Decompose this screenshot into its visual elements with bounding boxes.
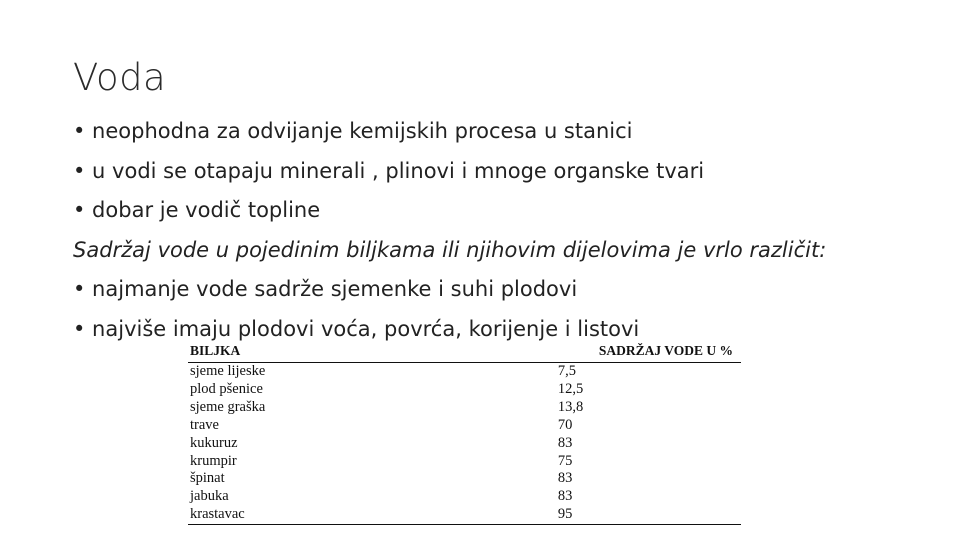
column-header-plant: BILJKA bbox=[188, 343, 310, 363]
water-percent-cell: 70 bbox=[557, 416, 573, 433]
water-percent-cell: 83 bbox=[557, 434, 573, 451]
plant-name-cell: jabuka bbox=[190, 488, 229, 505]
table-row bbox=[188, 453, 741, 471]
bullet-line: • najmanje vode sadrže sjemenke i suhi plodovi bbox=[73, 277, 578, 301]
water-percent-cell: 95 bbox=[310, 506, 741, 524]
plant-name-cell: krastavac bbox=[188, 506, 310, 524]
water-percent-cell: 13,8 bbox=[557, 398, 584, 415]
table-row bbox=[188, 506, 741, 524]
table-row bbox=[188, 417, 741, 435]
bullet-line: • neophodna za odvijanje kemijskih procesa u stanici bbox=[73, 119, 633, 143]
plant-name-cell: sjeme graška bbox=[190, 398, 266, 415]
plant-name-cell: krumpir bbox=[190, 452, 237, 469]
slide-title: Voda bbox=[73, 56, 167, 99]
table-header-row bbox=[188, 343, 741, 363]
plant-name-cell: kukuruz bbox=[190, 434, 238, 451]
table-row bbox=[188, 470, 741, 488]
plant-name-cell: plod pšenice bbox=[190, 380, 263, 397]
water-percent-cell: 75 bbox=[557, 452, 573, 469]
plant-name-cell: špinat bbox=[190, 470, 225, 487]
table-row bbox=[188, 381, 741, 399]
water-content-table bbox=[188, 343, 741, 525]
water-percent-cell: 83 bbox=[557, 470, 573, 487]
table-row bbox=[188, 488, 741, 506]
table-row bbox=[188, 399, 741, 417]
plant-name-cell: trave bbox=[190, 416, 219, 433]
water-percent-cell: 83 bbox=[557, 488, 573, 505]
water-percent-cell: 12,5 bbox=[557, 380, 584, 397]
bullet-line: • u vodi se otapaju minerali , plinovi i mnoge organske tvari bbox=[73, 158, 705, 183]
plant-name-cell: sjeme lijeske bbox=[190, 363, 266, 379]
slide-body bbox=[73, 112, 943, 349]
column-header-water-content: SADRŽAJ VODE U % bbox=[310, 343, 741, 363]
water-percent-cell: 7,5 bbox=[557, 363, 577, 379]
intro-sentence: Sadržaj vode u pojedinim biljkama ili njihovim dijelovima je vrlo različit: bbox=[73, 237, 827, 262]
bullet-line: • najviše imaju plodovi voća, povrća, korijenje i listovi bbox=[73, 316, 640, 341]
table-row bbox=[188, 435, 741, 453]
table-row bbox=[188, 363, 741, 381]
bullet-line: • dobar je vodič topline bbox=[73, 198, 321, 222]
